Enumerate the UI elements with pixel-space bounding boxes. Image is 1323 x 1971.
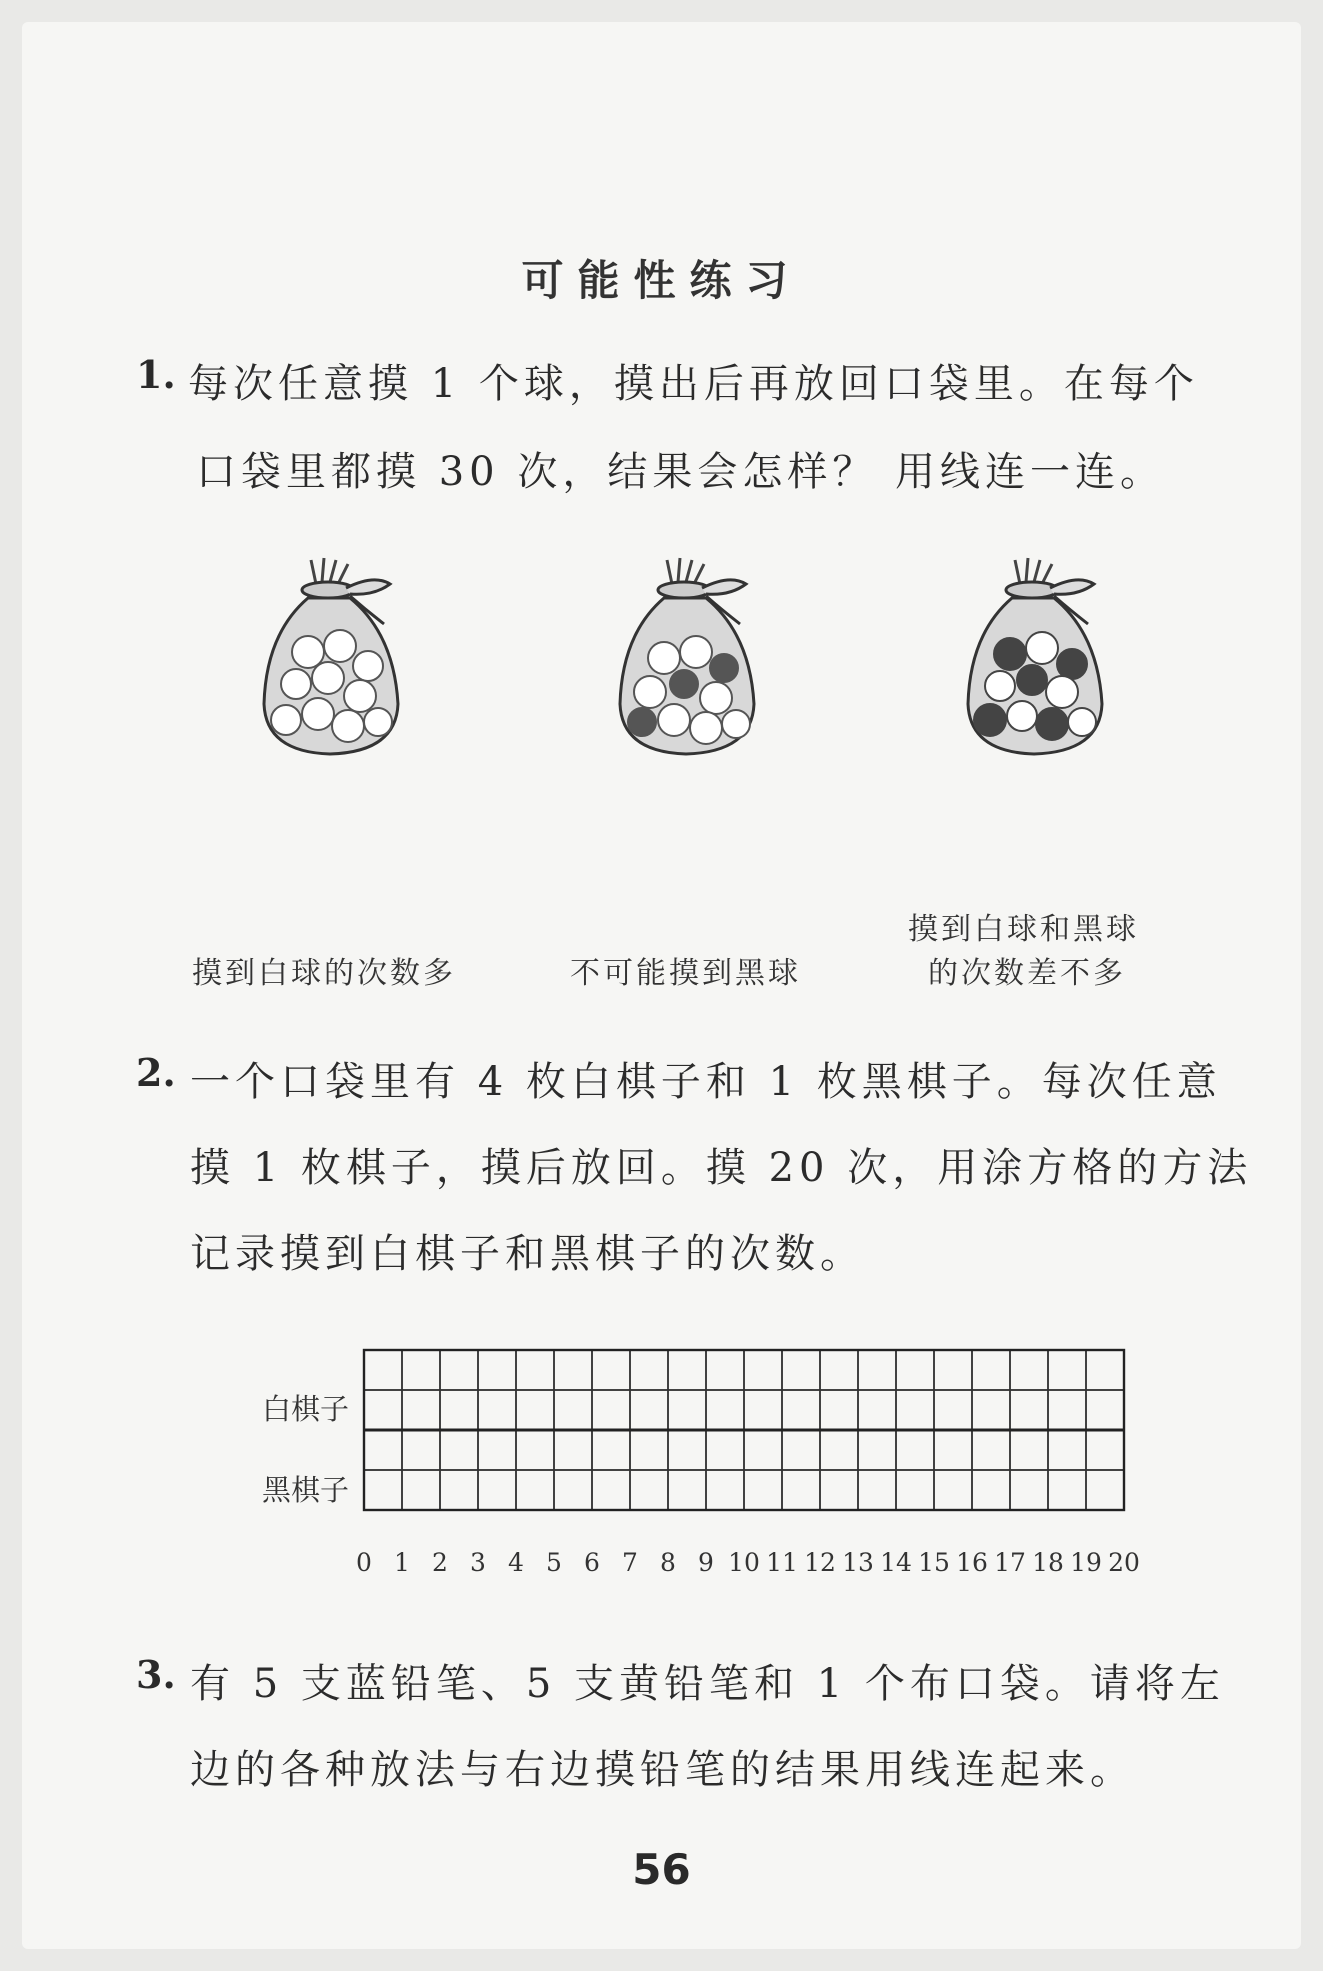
axis-tick-label: 12 (804, 1548, 836, 1577)
bag-all-white (256, 554, 406, 764)
axis-tick-label: 0 (356, 1548, 372, 1577)
grid-cell[interactable] (478, 1390, 516, 1430)
grid-cell[interactable] (554, 1470, 592, 1510)
grid-cell[interactable] (364, 1350, 402, 1390)
axis-tick-label: 4 (508, 1548, 524, 1577)
grid-cell[interactable] (1086, 1350, 1124, 1390)
option-no-black: 不可能摸到黑球 (570, 956, 801, 991)
grid-cell[interactable] (516, 1470, 554, 1510)
axis-tick-label: 13 (842, 1548, 874, 1577)
grid-cell[interactable] (440, 1470, 478, 1510)
grid-cell[interactable] (972, 1470, 1010, 1510)
q3-line2: 边的各种放法与右边摸铅笔的结果用线连起来。 (190, 1747, 1135, 1793)
grid-cell[interactable] (858, 1470, 896, 1510)
grid-cell[interactable] (440, 1390, 478, 1430)
grid-cell[interactable] (896, 1470, 934, 1510)
grid-cell[interactable] (516, 1430, 554, 1470)
grid-cell[interactable] (668, 1470, 706, 1510)
grid-cell[interactable] (478, 1430, 516, 1470)
grid-cell[interactable] (440, 1350, 478, 1390)
grid-cell[interactable] (1010, 1430, 1048, 1470)
grid-cell[interactable] (744, 1470, 782, 1510)
q2-line1: 一个口袋里有 4 枚白棋子和 1 枚黑棋子。每次任意 (190, 1059, 1222, 1105)
q1-line1: 每次任意摸 1 个球，摸出后再放回口袋里。在每个 (188, 361, 1199, 407)
grid-cell[interactable] (782, 1350, 820, 1390)
axis-tick-label: 7 (622, 1548, 638, 1577)
grid-cell[interactable] (782, 1430, 820, 1470)
axis-tick-label: 3 (470, 1548, 486, 1577)
option-about-equal-line1: 摸到白球和黑球 (908, 912, 1139, 947)
grid-cell[interactable] (402, 1470, 440, 1510)
grid-cell[interactable] (516, 1390, 554, 1430)
grid-cell[interactable] (478, 1350, 516, 1390)
grid-cell[interactable] (668, 1390, 706, 1430)
grid-cell[interactable] (744, 1350, 782, 1390)
grid-cell[interactable] (934, 1470, 972, 1510)
grid-cell[interactable] (934, 1430, 972, 1470)
grid-cell[interactable] (1048, 1390, 1086, 1430)
axis-tick-label: 8 (660, 1548, 676, 1577)
grid-cell[interactable] (820, 1390, 858, 1430)
grid-cell[interactable] (1086, 1470, 1124, 1510)
bag-half-half (960, 554, 1110, 764)
grid-cell[interactable] (896, 1430, 934, 1470)
grid-cell[interactable] (1048, 1470, 1086, 1510)
grid-cell[interactable] (858, 1430, 896, 1470)
axis-tick-label: 17 (994, 1548, 1026, 1577)
grid-cell[interactable] (478, 1470, 516, 1510)
grid-cell[interactable] (402, 1350, 440, 1390)
grid-cell[interactable] (554, 1430, 592, 1470)
grid-cell[interactable] (972, 1430, 1010, 1470)
row-label-white: 白棋子 (262, 1392, 350, 1426)
grid-cell[interactable] (364, 1390, 402, 1430)
grid-cell[interactable] (402, 1430, 440, 1470)
grid-cell[interactable] (630, 1390, 668, 1430)
grid-cell[interactable] (668, 1430, 706, 1470)
q3-number: 3. (136, 1652, 176, 1697)
grid-cell[interactable] (896, 1350, 934, 1390)
grid-cell[interactable] (706, 1470, 744, 1510)
grid-cell[interactable] (1048, 1430, 1086, 1470)
grid-cell[interactable] (592, 1470, 630, 1510)
option-about-equal-line2: 的次数差不多 (928, 956, 1126, 991)
grid-cell[interactable] (820, 1350, 858, 1390)
grid-cell[interactable] (1010, 1350, 1048, 1390)
grid-cell[interactable] (592, 1430, 630, 1470)
page-number: 56 (632, 1845, 691, 1894)
grid-cell[interactable] (972, 1390, 1010, 1430)
row-label-black: 黑棋子 (262, 1473, 350, 1507)
axis-tick-label: 19 (1070, 1548, 1102, 1577)
grid-cell[interactable] (554, 1390, 592, 1430)
grid-cell[interactable] (554, 1350, 592, 1390)
grid-cell[interactable] (744, 1390, 782, 1430)
grid-cell[interactable] (820, 1470, 858, 1510)
grid-cell[interactable] (1010, 1390, 1048, 1430)
option-more-white: 摸到白球的次数多 (192, 956, 456, 991)
axis-tick-label: 1 (394, 1548, 410, 1577)
grid-cell[interactable] (858, 1350, 896, 1390)
grid-cell[interactable] (782, 1390, 820, 1430)
grid-cell[interactable] (934, 1390, 972, 1430)
grid-cell[interactable] (706, 1390, 744, 1430)
grid-cell[interactable] (858, 1390, 896, 1430)
q3-line1: 有 5 支蓝铅笔、5 支黄铅笔和 1 个布口袋。请将左 (190, 1661, 1225, 1707)
axis-tick-label: 18 (1032, 1548, 1064, 1577)
grid-cell[interactable] (630, 1470, 668, 1510)
grid-cell[interactable] (630, 1430, 668, 1470)
grid-cell[interactable] (1086, 1430, 1124, 1470)
grid-cell[interactable] (972, 1350, 1010, 1390)
grid-cell[interactable] (440, 1430, 478, 1470)
axis-tick-label: 5 (546, 1548, 562, 1577)
q2-number: 2. (136, 1050, 176, 1095)
axis-tick-label: 2 (432, 1548, 448, 1577)
grid-cell[interactable] (1048, 1350, 1086, 1390)
axis-tick-label: 20 (1108, 1548, 1140, 1577)
grid-cell[interactable] (896, 1390, 934, 1430)
grid-cell[interactable] (592, 1350, 630, 1390)
grid-cell[interactable] (820, 1430, 858, 1470)
grid-cell[interactable] (1010, 1470, 1048, 1510)
axis-tick-label: 6 (584, 1548, 600, 1577)
axis-tick-label: 14 (880, 1548, 912, 1577)
grid-cell[interactable] (364, 1430, 402, 1470)
grid-cell[interactable] (364, 1470, 402, 1510)
q2-line3: 记录摸到白棋子和黑棋子的次数。 (190, 1231, 865, 1277)
grid-cell[interactable] (630, 1350, 668, 1390)
grid-cell[interactable] (1086, 1390, 1124, 1430)
grid-cell[interactable] (934, 1350, 972, 1390)
grid-axis (0, 1548, 1323, 1584)
grid-cell[interactable] (592, 1390, 630, 1430)
grid-cell[interactable] (402, 1390, 440, 1430)
axis-tick-label: 11 (766, 1548, 798, 1577)
axis-tick-label: 9 (698, 1548, 714, 1577)
axis-tick-label: 16 (956, 1548, 988, 1577)
q1-number: 1. (136, 352, 176, 397)
axis-tick-label: 15 (918, 1548, 950, 1577)
tally-grid[interactable] (360, 1346, 1130, 1542)
grid-cell[interactable] (782, 1470, 820, 1510)
grid-cell[interactable] (744, 1430, 782, 1470)
q1-line2: 口袋里都摸 30 次，结果会怎样？ 用线连一连。 (196, 449, 1166, 495)
grid-cell[interactable] (516, 1350, 554, 1390)
grid-cell[interactable] (668, 1350, 706, 1390)
grid-cell[interactable] (706, 1350, 744, 1390)
axis-tick-label: 10 (728, 1548, 760, 1577)
grid-cell[interactable] (706, 1430, 744, 1470)
q2-line2: 摸 1 枚棋子，摸后放回。摸 20 次，用涂方格的方法 (190, 1145, 1253, 1191)
bag-mostly-white (612, 554, 762, 764)
page-title: 可能性练习 (521, 256, 802, 305)
